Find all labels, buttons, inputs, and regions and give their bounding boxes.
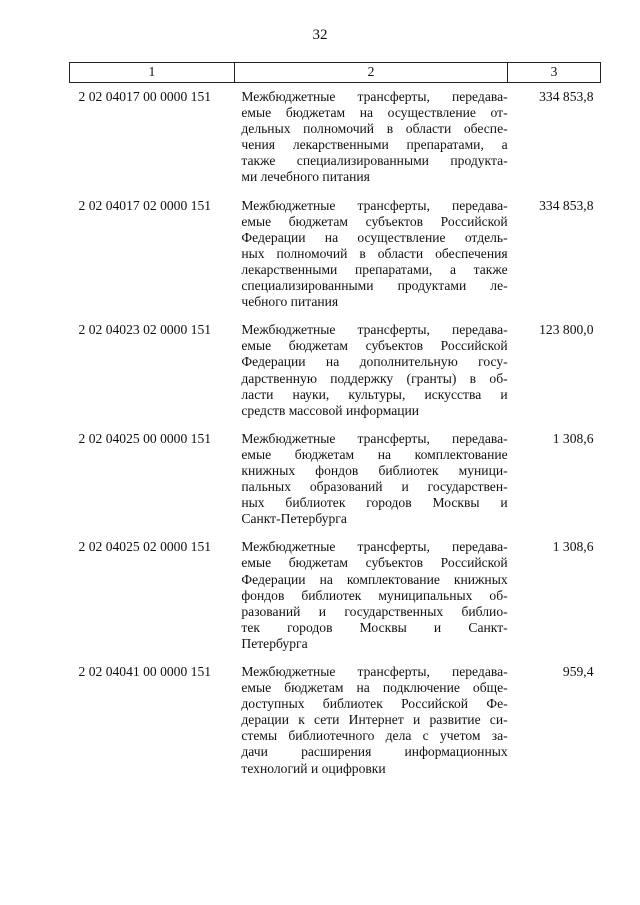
description-line: емые бюджетам субъектов Российской xyxy=(241,555,508,571)
table-body xyxy=(70,83,601,783)
description-line: емые бюджетам на осуществление от- xyxy=(241,105,508,121)
description-line: лекарственными препаратами, а также xyxy=(241,261,508,277)
table-row xyxy=(70,192,601,317)
table-row xyxy=(70,425,601,534)
description-line: ных полномочий в области обеспечения xyxy=(241,245,508,261)
description-line: специализированными продуктами ле- xyxy=(241,278,508,294)
table-row xyxy=(70,533,601,658)
budget-table xyxy=(69,62,601,783)
amount-value: 334 853,8 xyxy=(539,197,594,213)
page-number: 32 xyxy=(312,27,328,43)
description-line: Федерации на дополнительную госу- xyxy=(241,354,508,370)
column-header-amount: 3 xyxy=(508,63,601,83)
income-description xyxy=(234,658,507,783)
description-line: дачи расширения информационных xyxy=(241,744,508,760)
income-code: 2 02 04023 02 0000 151 xyxy=(78,322,212,338)
table-header xyxy=(70,63,601,83)
description-line: разований и государственных библио- xyxy=(241,603,508,619)
description-line: пальных образований и государствен- xyxy=(241,479,508,495)
description-line: фондов библиотек муниципальных об- xyxy=(241,587,508,603)
income-code: 2 02 04017 02 0000 151 xyxy=(78,197,212,213)
income-description xyxy=(234,316,507,425)
description-line: книжных фондов библиотек муници- xyxy=(241,462,508,478)
description-line: чебного питания xyxy=(241,294,339,310)
amount-value: 123 800,0 xyxy=(539,322,594,338)
amount-value: 1 308,6 xyxy=(552,539,594,555)
income-description xyxy=(234,425,507,534)
amount-value: 1 308,6 xyxy=(552,430,594,446)
description-line: Межбюджетные трансферты, передава- xyxy=(241,322,508,338)
description-line: емые бюджетам субъектов Российской xyxy=(241,338,508,354)
table-row xyxy=(70,316,601,425)
description-line: ных библиотек городов Москвы и xyxy=(241,495,508,511)
description-line: Межбюджетные трансферты, передава- xyxy=(241,89,508,104)
column-header-code: 1 xyxy=(70,63,235,83)
description-line: стемы библиотечного дела с учетом за- xyxy=(241,728,508,744)
income-description xyxy=(234,533,507,658)
income-code: 2 02 04025 02 0000 151 xyxy=(78,539,212,555)
amount-value: 959,4 xyxy=(562,664,594,679)
description-line: ми лечебного питания xyxy=(241,169,370,185)
description-line: емые бюджетам на комплектование xyxy=(241,446,508,462)
amount-value: 334 853,8 xyxy=(539,89,594,104)
column-header-description: 2 xyxy=(234,63,507,83)
description-line: средств массовой информации xyxy=(241,402,420,418)
description-line: технологий и оцифровки xyxy=(241,760,386,776)
description-line: ласти науки, культуры, искусства и xyxy=(241,386,508,402)
description-line: емые бюджетам субъектов Российской xyxy=(241,213,508,229)
description-line: Межбюджетные трансферты, передава- xyxy=(241,539,508,555)
description-line: Межбюджетные трансферты, передава- xyxy=(241,197,508,213)
description-line: Межбюджетные трансферты, передава- xyxy=(241,430,508,446)
description-line: доступных библиотек Российской Фе- xyxy=(241,696,508,712)
income-description xyxy=(234,83,507,192)
description-line: чения лекарственными препаратами, а xyxy=(241,137,508,153)
income-code: 2 02 04017 00 0000 151 xyxy=(78,89,212,104)
description-line: Федерации на осуществление отдель- xyxy=(241,229,508,245)
description-line: Федерации на комплектование книжных xyxy=(241,571,508,587)
description-line: дерации к сети Интернет и развитие си- xyxy=(241,712,508,728)
description-line: тек городов Москвы и Санкт- xyxy=(241,619,508,635)
description-line: Петербурга xyxy=(241,635,308,651)
header-row xyxy=(70,63,601,83)
description-line: дельных полномочий в области обеспе- xyxy=(241,121,508,137)
income-code: 2 02 04025 00 0000 151 xyxy=(78,430,212,446)
table-row xyxy=(70,658,601,783)
table-row xyxy=(70,83,601,192)
description-line: емые бюджетам на подключение обще- xyxy=(241,680,508,696)
description-line: Санкт-Петербурга xyxy=(241,511,347,527)
description-line: также специализированными продукта- xyxy=(241,153,508,169)
description-line: Межбюджетные трансферты, передава- xyxy=(241,664,508,679)
description-line: дарственную поддержку (гранты) в об- xyxy=(241,370,508,386)
income-description xyxy=(234,192,507,317)
income-code: 2 02 04041 00 0000 151 xyxy=(78,664,212,679)
